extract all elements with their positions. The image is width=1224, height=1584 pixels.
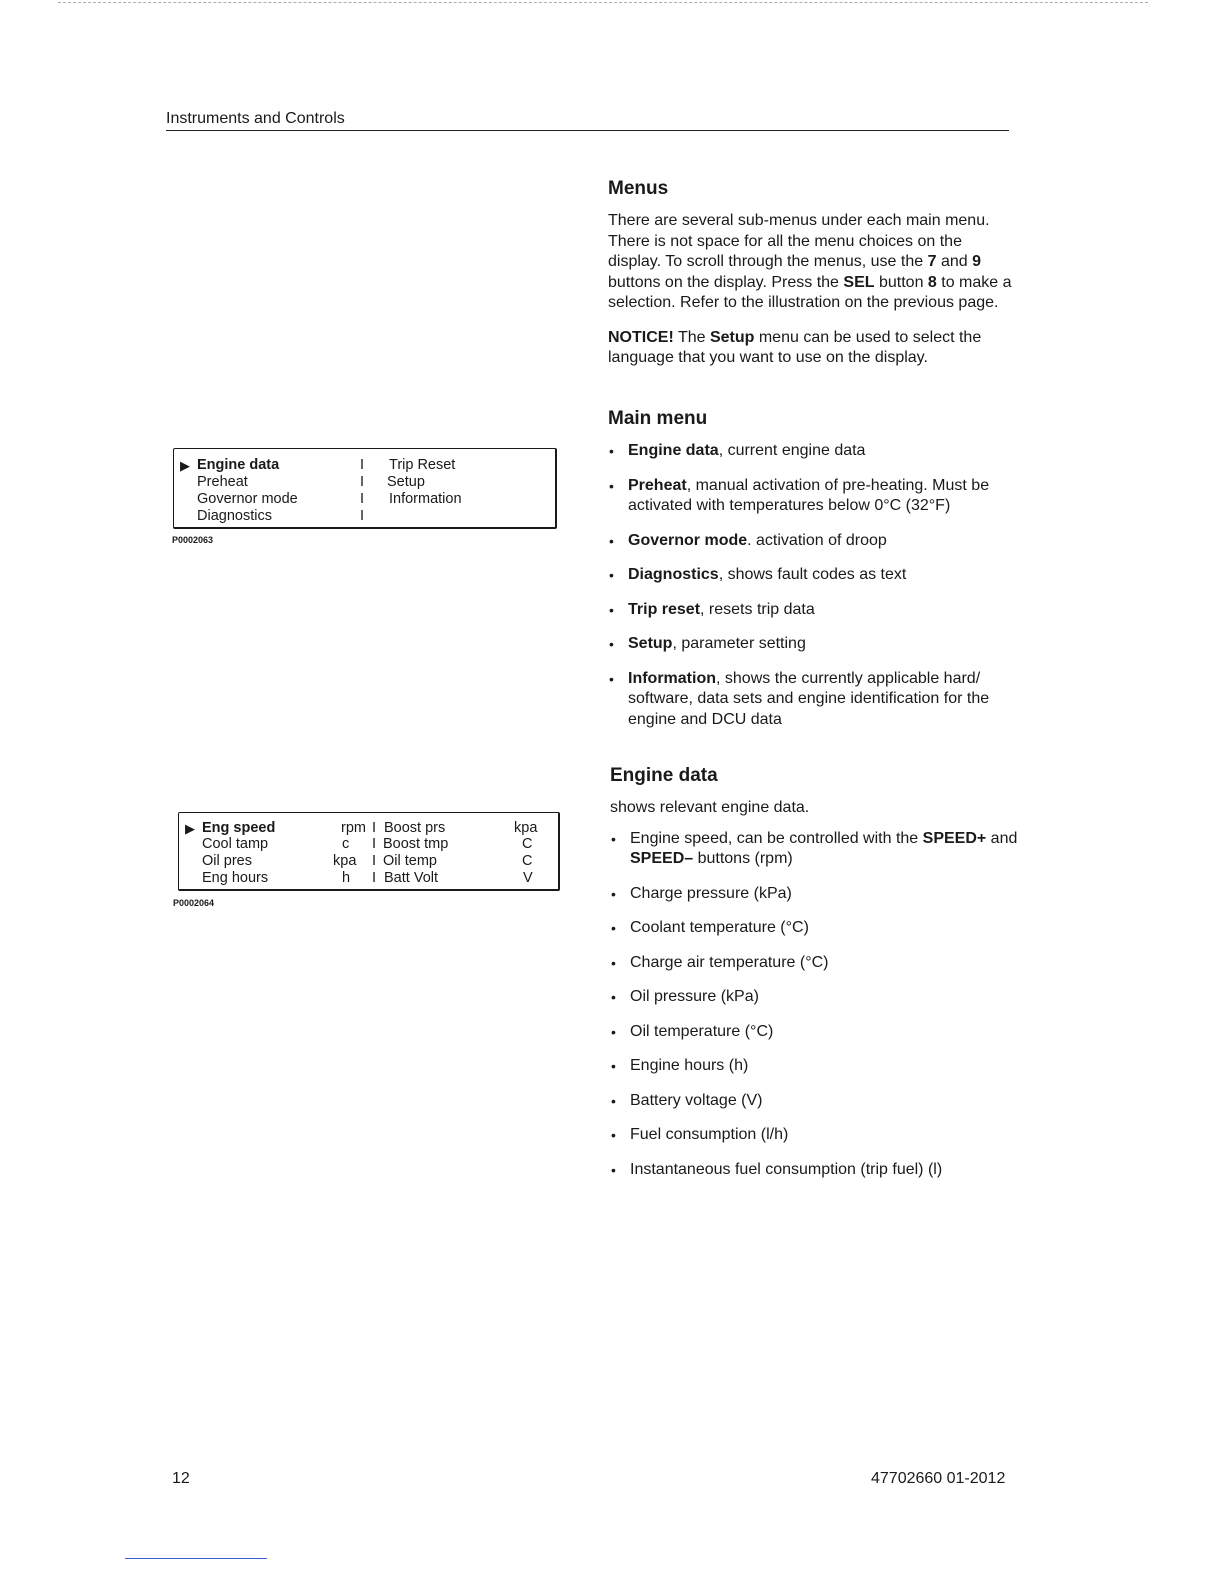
main-menu-section [608, 407, 1018, 744]
selection-arrow-icon: ▶ [180, 458, 190, 473]
display-separator: I [372, 870, 377, 886]
menus-heading: Menus [608, 178, 669, 199]
display-separator: I [372, 820, 377, 836]
list-item: • Oil pressure (kPa) [610, 987, 1020, 1008]
list-item: • Trip reset, resets trip data [608, 600, 1018, 621]
display-separator: I [360, 474, 365, 490]
list-item: • Governor mode. activation of droop [608, 531, 1018, 552]
display-unit: kpa [333, 853, 357, 869]
display-item: Oil temp [383, 853, 437, 869]
list-item: • Information, shows the currently applicable hard/ software, data sets and engine identification for the engine and DCU data [608, 669, 1018, 731]
main-menu-list [608, 441, 1018, 730]
list-item: • Battery voltage (V) [610, 1091, 1020, 1112]
scan-artifact-line [58, 2, 1148, 3]
display-item: Boost prs [384, 820, 446, 836]
list-item: • Engine speed, can be controlled with the SPEED+ and SPEED– buttons (rpm) [610, 829, 1020, 870]
display-item: Engine data [197, 457, 280, 473]
display-item: Governor mode [197, 491, 298, 507]
document-code: 47702660 01-2012 [871, 1470, 1006, 1487]
display-item: Eng speed [202, 820, 276, 836]
display-item: Cool tamp [202, 836, 269, 852]
display-item: Diagnostics [197, 508, 272, 524]
display-unit: kpa [514, 820, 538, 836]
list-item: • Oil temperature (°C) [610, 1022, 1020, 1043]
display-unit: C [522, 853, 533, 869]
display-separator: I [360, 457, 365, 473]
list-item: • Setup, parameter setting [608, 634, 1018, 655]
list-item: • Instantaneous fuel consumption (trip fuel) (l) [610, 1160, 1020, 1181]
engine-data-intro: shows relevant engine data. [610, 799, 810, 816]
display-separator: I [360, 508, 365, 524]
selection-arrow-icon: ▶ [185, 821, 195, 836]
list-item: • Charge air temperature (°C) [610, 953, 1020, 974]
display-item: Setup [387, 474, 425, 490]
notice-paragraph: NOTICE! The Setup menu can be used to select the language that you want to use on the display. [608, 328, 982, 366]
engine-data-heading: Engine data [610, 765, 718, 786]
display-unit: V [523, 870, 533, 886]
engine-data-display [178, 812, 560, 891]
display-item: Preheat [197, 474, 248, 490]
display-item: Eng hours [202, 870, 269, 886]
section-title: Instruments and Controls [166, 110, 345, 127]
display-separator: I [372, 853, 377, 869]
list-item: • Diagnostics, shows fault codes as text [608, 565, 1018, 586]
display-item: Information [389, 491, 462, 507]
menus-section [608, 177, 1018, 369]
list-item: • Coolant temperature (°C) [610, 918, 1020, 939]
figure-code: P0002063 [172, 535, 214, 545]
header-rule [166, 130, 1009, 131]
display-item: Trip Reset [389, 457, 456, 473]
list-item: • Fuel consumption (l/h) [610, 1125, 1020, 1146]
list-item: • Charge pressure (kPa) [610, 884, 1020, 905]
list-item: • Engine hours (h) [610, 1056, 1020, 1077]
display-item: Boost tmp [383, 836, 449, 852]
display-unit: rpm [341, 820, 366, 836]
engine-data-list [610, 829, 1020, 1181]
display-item: Oil pres [202, 853, 252, 869]
display-unit: c [342, 836, 350, 852]
main-menu-display [173, 448, 557, 529]
display-unit: h [342, 870, 351, 886]
display-separator: I [360, 491, 365, 507]
menus-paragraph: There are several sub-menus under each main menu. There is not space for all the menu choices on the display. To scroll through the menus, use the 7 and 9 buttons on the display. Press the SEL button 8 to make a selection. Refer to the illustration on the previous page. [608, 212, 1012, 311]
display-unit: C [522, 836, 533, 852]
page-number: 12 [172, 1470, 190, 1487]
engine-data-section [610, 764, 1020, 1194]
main-menu-heading: Main menu [608, 408, 708, 429]
list-item: • Engine data, current engine data [608, 441, 1018, 462]
bottom-rule [125, 1558, 267, 1559]
display-item: Batt Volt [384, 870, 439, 886]
list-item: • Preheat, manual activation of pre-heating. Must be activated with temperatures below 0°C (32°F) [608, 476, 1018, 517]
figure-code: P0002064 [173, 898, 215, 908]
display-separator: I [372, 836, 377, 852]
